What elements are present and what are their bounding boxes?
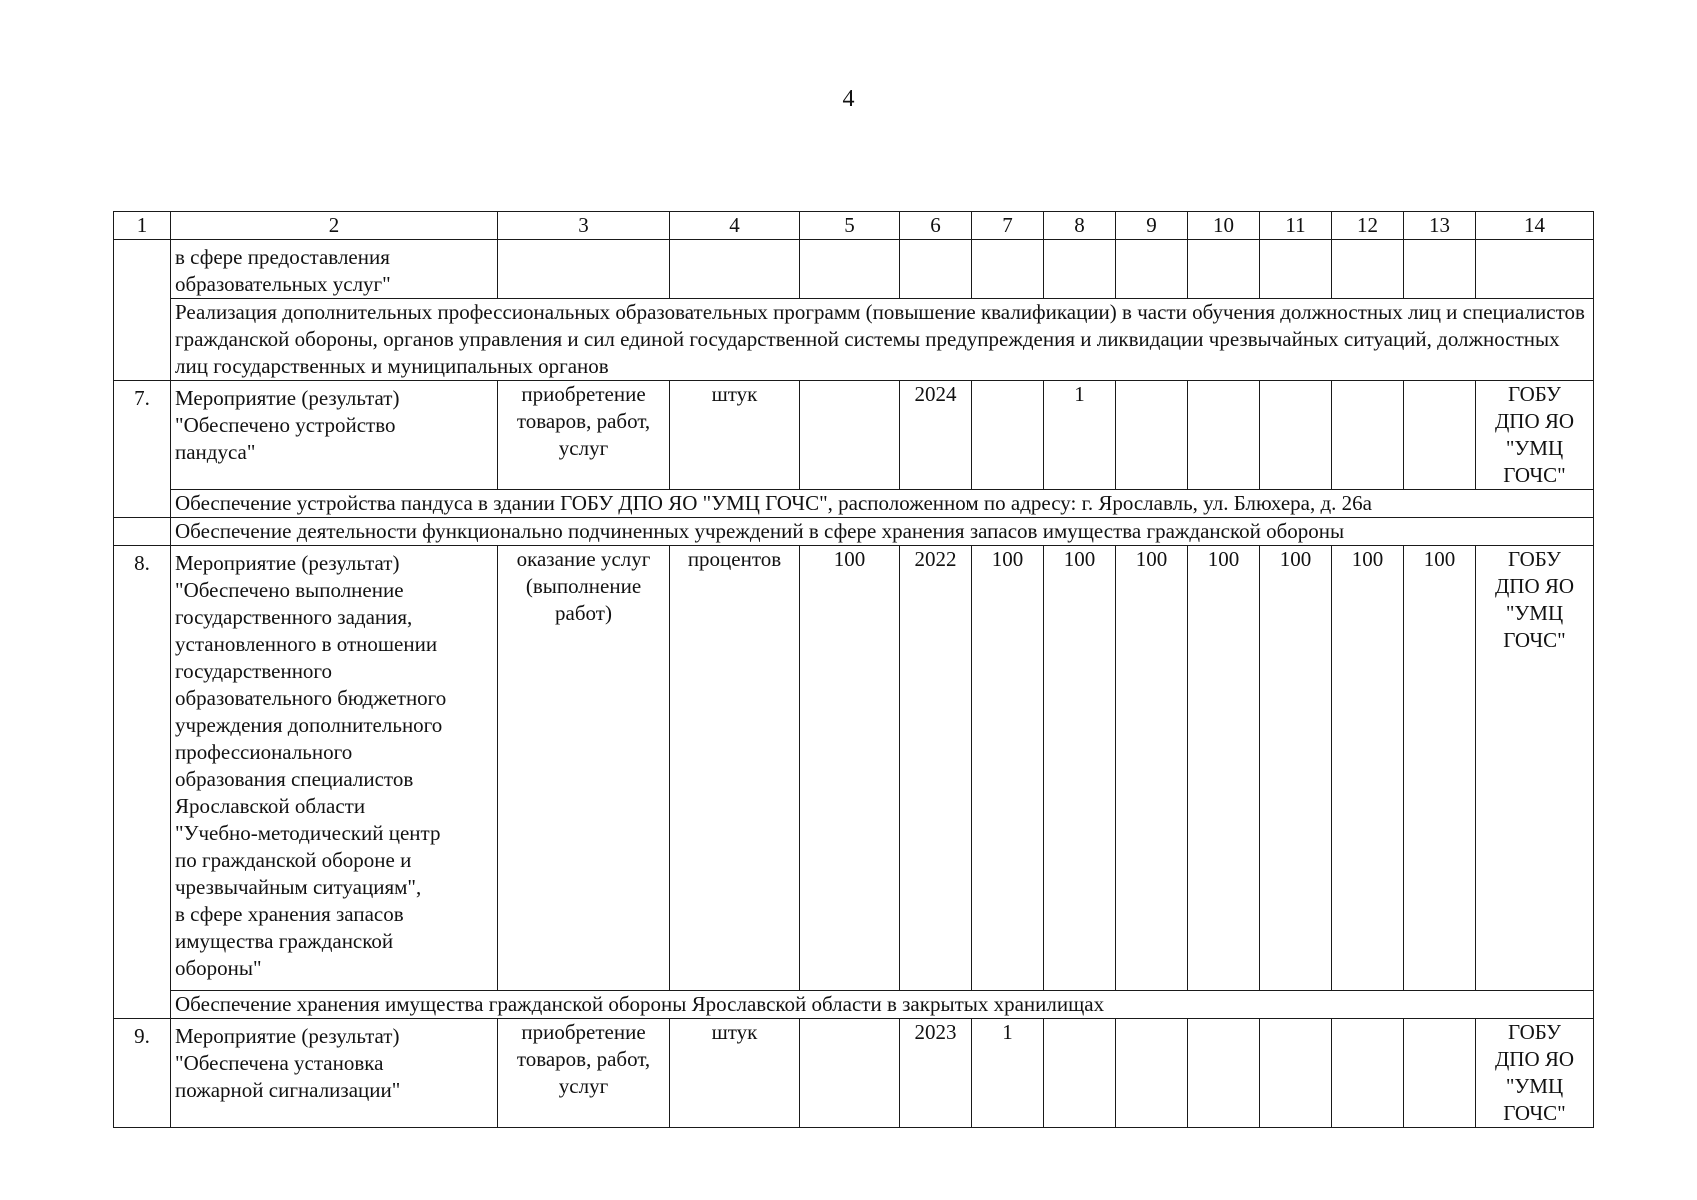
base-year: 2022	[900, 546, 972, 991]
value-cell	[972, 381, 1044, 490]
measure-name: в сфере предоставления образовательных услуг"	[171, 240, 498, 299]
empty-cell	[900, 240, 972, 299]
executor: ГОБУ ДПО ЯО "УМЦ ГОЧС"	[1476, 1019, 1594, 1128]
empty-cell	[498, 240, 670, 299]
measure-name: Мероприятие (результат) "Обеспечено выполнение государственного задания, установленного в отношении государственного образовательного бюджетного учреждения дополнительного профессионального образования специалистов Ярославской области "Учебно-методический центр по гражданской обороне и чрезвычайным ситуациям", в сфере хранения запасов имущества гражданской обороны"	[171, 546, 498, 991]
value-cell	[1044, 1019, 1116, 1128]
table-row	[114, 240, 1594, 299]
empty-cell	[1188, 240, 1260, 299]
header-cell: 10	[1188, 212, 1260, 240]
measure-type: приобретение товаров, работ, услуг	[498, 381, 670, 490]
task-heading-row	[114, 299, 1594, 381]
empty-cell	[670, 240, 800, 299]
description-row	[114, 991, 1594, 1019]
executor: ГОБУ ДПО ЯО "УМЦ ГОЧС"	[1476, 546, 1594, 991]
value-cell: 100	[1260, 546, 1332, 991]
empty-cell	[114, 518, 171, 546]
value-cell	[800, 381, 900, 490]
header-cell: 7	[972, 212, 1044, 240]
value-cell	[1260, 381, 1332, 490]
task-heading: Реализация дополнительных профессиональных образовательных программ (повышение квалификации) в части обучения должностных лиц и специалистов гражданской обороны, органов управления и сил единой государственной системы предупреждения и ликвидации чрезвычайных ситуаций, должностных лиц государственных и муниципальных органов	[171, 299, 1594, 381]
executor: ГОБУ ДПО ЯО "УМЦ ГОЧС"	[1476, 381, 1594, 490]
value-cell	[1404, 381, 1476, 490]
header-cell: 3	[498, 212, 670, 240]
row-number: 7.	[114, 381, 171, 518]
value-cell: 100	[1044, 546, 1116, 991]
header-cell: 6	[900, 212, 972, 240]
header-cell: 12	[1332, 212, 1404, 240]
value-cell	[800, 1019, 900, 1128]
value-cell: 100	[1332, 546, 1404, 991]
value-cell	[1260, 1019, 1332, 1128]
description-row	[114, 490, 1594, 518]
table-row	[114, 546, 1594, 991]
header-cell: 5	[800, 212, 900, 240]
header-cell: 13	[1404, 212, 1476, 240]
value-cell	[1332, 381, 1404, 490]
task-heading: Обеспечение деятельности функционально подчиненных учреждений в сфере хранения запасов имущества гражданской обороны	[171, 518, 1594, 546]
header-cell: 4	[670, 212, 800, 240]
empty-cell	[1044, 240, 1116, 299]
header-cell: 1	[114, 212, 171, 240]
empty-cell	[1404, 240, 1476, 299]
value-cell: 100	[972, 546, 1044, 991]
value-cell	[1116, 1019, 1188, 1128]
empty-cell	[1116, 240, 1188, 299]
table-row	[114, 381, 1594, 490]
empty-cell	[1332, 240, 1404, 299]
task-heading-row	[114, 518, 1594, 546]
header-cell: 8	[1044, 212, 1116, 240]
base-year: 2024	[900, 381, 972, 490]
unit: процентов	[670, 546, 800, 991]
value-cell	[1332, 1019, 1404, 1128]
empty-cell	[800, 240, 900, 299]
header-row	[114, 212, 1594, 240]
page-number: 4	[842, 86, 855, 112]
data-table	[113, 211, 1594, 1128]
measure-description: Обеспечение устройства пандуса в здании ГОБУ ДПО ЯО "УМЦ ГОЧС", расположенном по адресу: г. Ярославль, ул. Блюхера, д. 26а	[171, 490, 1594, 518]
measure-type: оказание услуг (выполнение работ)	[498, 546, 670, 991]
unit: штук	[670, 1019, 800, 1128]
unit: штук	[670, 381, 800, 490]
header-cell: 14	[1476, 212, 1594, 240]
header-cell: 11	[1260, 212, 1332, 240]
row-number: 8.	[114, 546, 171, 1019]
value-cell	[1116, 381, 1188, 490]
value-cell: 100	[1116, 546, 1188, 991]
value-cell: 1	[972, 1019, 1044, 1128]
empty-cell	[972, 240, 1044, 299]
header-cell: 9	[1116, 212, 1188, 240]
value-cell: 100	[800, 546, 900, 991]
value-cell: 100	[1404, 546, 1476, 991]
base-year: 2023	[900, 1019, 972, 1128]
row-number-cell	[114, 240, 171, 381]
value-cell: 100	[1188, 546, 1260, 991]
measure-description: Обеспечение хранения имущества гражданской обороны Ярославской области в закрытых хранилищах	[171, 991, 1594, 1019]
empty-cell	[1260, 240, 1332, 299]
measure-type: приобретение товаров, работ, услуг	[498, 1019, 670, 1128]
value-cell	[1188, 1019, 1260, 1128]
measure-name: Мероприятие (результат) "Обеспечена установка пожарной сигнализации"	[171, 1019, 498, 1128]
value-cell	[1404, 1019, 1476, 1128]
table-row	[114, 1019, 1594, 1128]
empty-cell	[1476, 240, 1594, 299]
value-cell	[1188, 381, 1260, 490]
header-cell: 2	[171, 212, 498, 240]
row-number: 9.	[114, 1019, 171, 1128]
value-cell: 1	[1044, 381, 1116, 490]
measure-name: Мероприятие (результат) "Обеспечено устройство пандуса"	[171, 381, 498, 490]
